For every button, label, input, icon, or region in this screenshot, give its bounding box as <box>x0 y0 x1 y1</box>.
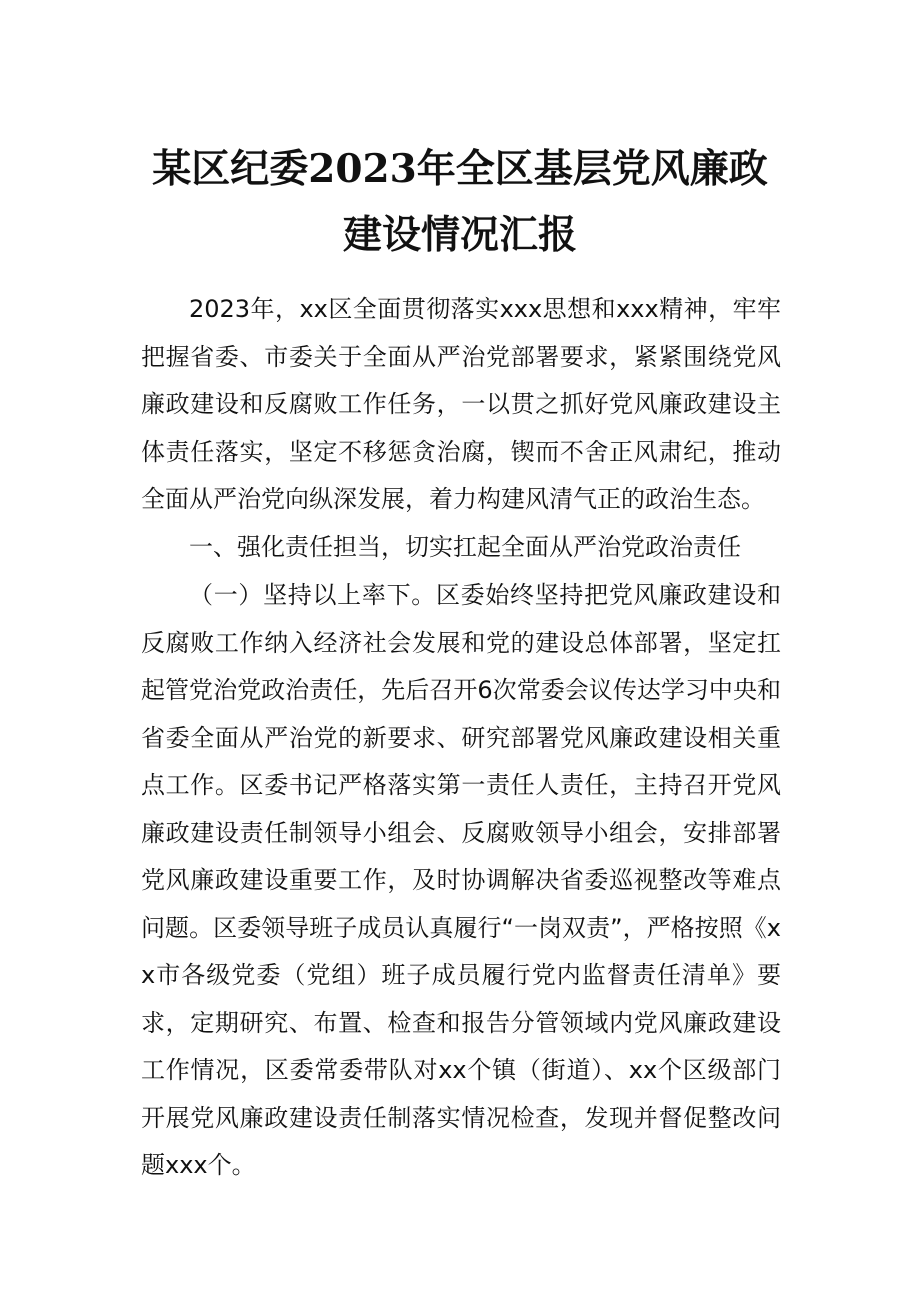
subsection-paragraph-1: （一）坚持以上率下。区委始终坚持把党风廉政建设和反腐败工作纳入经济社会发展和党的建设总体部署，坚定扛起管党治党政治责任，先后召开6次常委会议传达学习中央和省委全面从严治党的新要求、研究部署党风廉政建设相关重点工作。区委书记严格落实第一责任人责任，主持召开党风廉政建设责任制领导小组会、反腐败领导小组会，安排部署党风廉政建设重要工作，及时协调解决省委巡视整改等难点问题。区委领导班子成员认真履行“一岗双责”，严格按照《xx市各级党委（党组）班子成员履行党内监督责任清单》要求，定期研究、布置、检查和报告分管领域内党风廉政建设工作情况，区委常委带队对xx个镇（街道）、xx个区级部门开展党风廉政建设责任制落实情况检查，发现并督促整改问题xxx个。 <box>141 581 781 1179</box>
section-heading-1: 一、强化责任担当，切实扛起全面从严治党政治责任 <box>189 533 741 561</box>
intro-paragraph: 2023年，xx区全面贯彻落实xxx思想和xxx精神，牢牢把握省委、市委关于全面从严治党部署要求，紧紧围绕党风廉政建设和反腐败工作任务，一以贯之抓好党风廉政建设主体责任落实，坚定不移惩贪治腐，锲而不舍正风肃纪，推动全面从严治党向纵深发展，着力构建风清气正的政治生态。 <box>141 295 781 513</box>
document-title-line-1: 某区纪委2023年全区基层党风廉政 <box>152 146 768 192</box>
document-title-line-2: 建设情况汇报 <box>342 212 577 258</box>
